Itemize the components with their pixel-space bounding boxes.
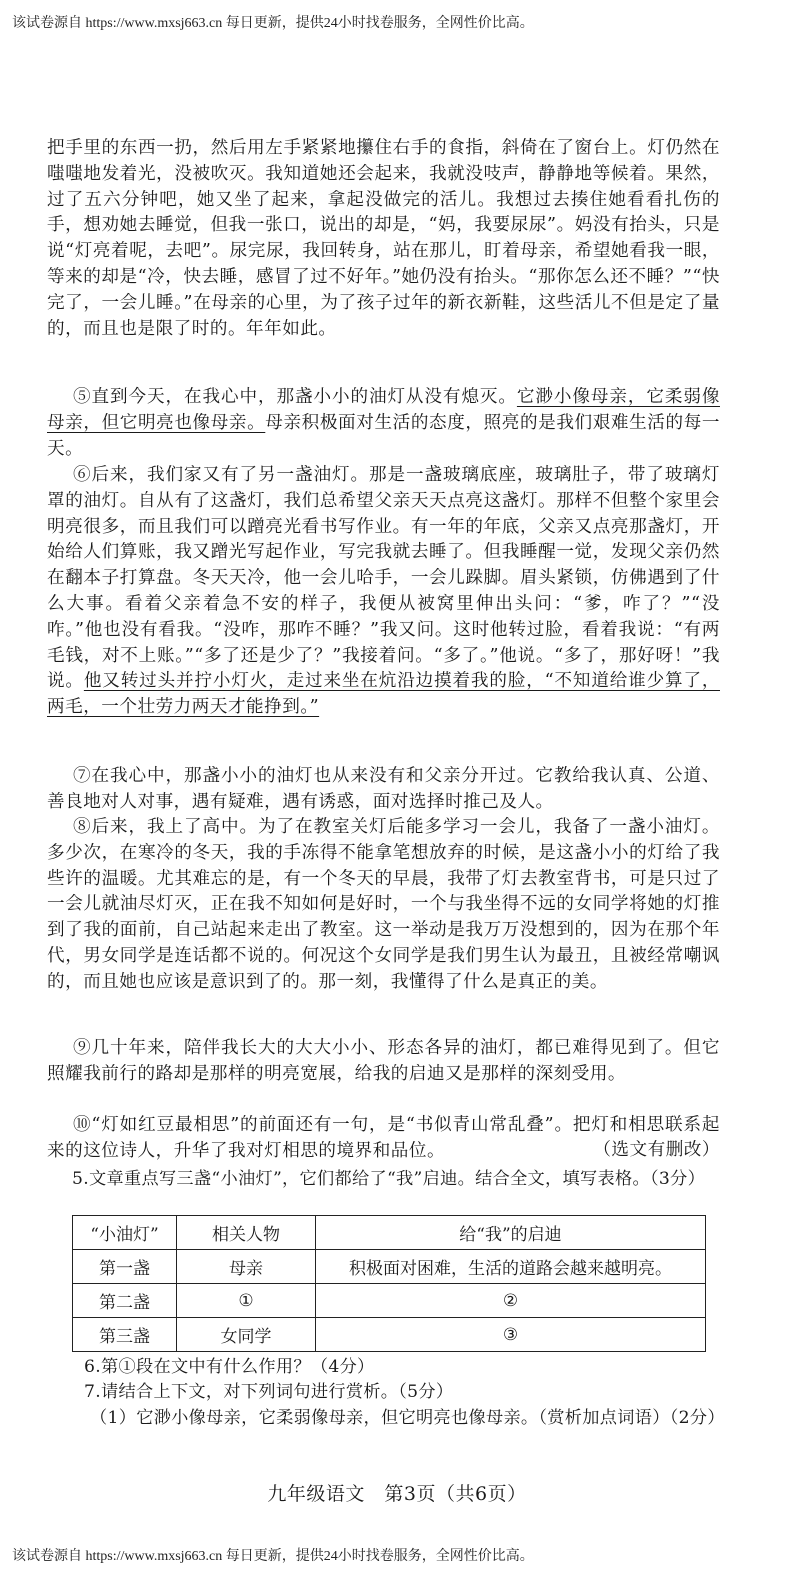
table-row [73, 1284, 706, 1318]
paragraph-5-underlined: 它渺小像母亲，它柔弱像母亲，但它明亮也像母亲。 [47, 387, 720, 433]
table-header-row [73, 1216, 706, 1250]
table-cell: 女同学 [177, 1318, 316, 1352]
table-header-cell: 给“我”的启迪 [316, 1216, 706, 1250]
question-7: 7.请结合上下文，对下列词句进行赏析。（5分） [84, 1382, 454, 1402]
answer-blank[interactable]: ② [316, 1284, 706, 1318]
question-5: 5.文章重点写三盏“小油灯”，它们都给了“我”启迪。结合全文，填写表格。（3分） [72, 1169, 706, 1189]
table-cell: 第二盏 [73, 1284, 177, 1318]
paragraph-6-text: ⑥后来，我们家又有了另一盏油灯。那是一盏玻璃底座，玻璃肚子，带了玻璃灯罩的油灯。自从有了这盏灯，我们总希望父亲天天点亮这盏灯。那样不但整个家里会明亮很多，而且我们可以蹭亮光看书写作业。有一年的年底，父亲又点亮那盏灯，开始给人们算账，我又蹭光写起作业，写完我就去睡了。但我睡醒一觉，发现父亲仍然在翻本子打算盘。冬天天冷，他一会儿哈手，一会儿跺脚。眉头紧锁，仿佛遇到了什么大事。看着父亲着急不安的样子，我便从被窝里伸出头问：“爹，咋了？”“没咋。”他也没有看我。“没咋，那咋不睡？”我又问。这时他转过脸，看着我说：“有两毛钱，对不上账。”“多了还是少了？”我接着问。“多了。”他说。“多了，那好呀！”我说。 [47, 465, 720, 692]
paragraph-6-underlined: 他又转过头并拧小灯火，走过来坐在炕沿边摸着我的脸，“不知道给谁少算了，两毛，一个壮劳力两天才能挣到。” [47, 671, 720, 718]
table-cell: 积极面对困难，生活的道路会越来越明亮。 [316, 1250, 706, 1284]
paragraph-6 [47, 463, 720, 721]
table-header-cell: 相关人物 [177, 1216, 316, 1250]
watermark-top: 该试卷源自 https://www.mxsj663.cn 每日更新，提供24小时找卷服务，全网性价比高。 [12, 16, 534, 31]
paragraph-5-text-b: 母亲积极面对生活的态度，照亮的是我们艰难生活的每一天。 [47, 412, 720, 459]
watermark-bottom: 该试卷源自 https://www.mxsj663.cn 每日更新，提供24小时找卷服务，全网性价比高。 [12, 1549, 534, 1564]
question-7-1: （1）它渺小像母亲，它柔弱像母亲，但它明亮也像母亲。（赏析加点词语）（2分） [90, 1408, 725, 1428]
paragraph-4-continued: 把手里的东西一扔，然后用左手紧紧地攥住右手的食指，斜倚在了窗台上。灯仍然在嗤嗤地发着光，没被吹灭。我知道她还会起来，我就没吱声，静静地等候着。果然，过了五六分钟吧，她又坐了起来，拿起没做完的活儿。我想过去揍住她看看扎伤的手，想劝她去睡觉，但我一张口，说出的却是，“妈，我要尿尿”。妈没有抬头，只是说“灯亮着呢，去吧”。尿完尿，我回转身，站在那儿，盯着母亲，希望她看我一眼，等来的却是“冷，快去睡，感冒了过不好年。”她仍没有抬头。“那你怎么还不睡？”“快完了，一会儿睡。”在母亲的心里，为了孩子过年的新衣新鞋，这些活儿不但是定了量的，而且也是限了时的。年年如此。 [47, 138, 720, 339]
paragraph-5-text-a: ⑤直到今天，在我心中，那盏小小的油灯从没有熄灭。 [73, 387, 517, 407]
question-6: 6.第①段在文中有什么作用？（4分） [84, 1357, 375, 1377]
paragraph-7: ⑦在我心中，那盏小小的油灯也从来没有和父亲分开过。它教给我认真、公道、善良地对人对事，遇有疑难，遇有诱惑，面对选择时推己及人。 [47, 766, 720, 812]
table-row [73, 1318, 706, 1352]
answer-blank[interactable]: ① [177, 1284, 316, 1318]
paragraph-9: ⑨几十年来，陪伴我长大的大大小小、形态各异的油灯，都已难得见到了。但它照耀我前行的路却是那样的明亮宽展，给我的启迪又是那样的深刻受用。 [47, 1038, 720, 1084]
page-footer: 九年级语文 第3页（共6页） [267, 1483, 527, 1505]
table-cell: 第三盏 [73, 1318, 177, 1352]
table-row [73, 1250, 706, 1284]
table-header-cell: “小油灯” [73, 1216, 177, 1250]
table-cell: 第一盏 [73, 1250, 177, 1284]
answer-table [72, 1215, 706, 1352]
source-note: （选文有删改） [593, 1140, 720, 1160]
paragraph-10: ⑩“灯如红豆最相思”的前面还有一句，是“书似青山常乱叠”。把灯和相思联系起来的这位诗人，升华了我对灯相思的境界和品位。 [47, 1115, 720, 1161]
paragraph-5 [47, 385, 720, 462]
answer-blank[interactable]: ③ [316, 1318, 706, 1352]
paragraph-8: ⑧后来，我上了高中。为了在教室关灯后能多学习一会儿，我备了一盏小油灯。多少次，在寒冷的冬天，我的手冻得不能拿笔想放弃的时候，是这盏小小的灯给了我些许的温暖。尤其难忘的是，有一个冬天的早晨，我带了灯去教室背书，可是只过了一会儿就油尽灯灭，正在我不知如何是好时，一个与我坐得不远的女同学将她的灯推到了我的面前，自己站起来走出了教室。这一举动是我万万没想到的，因为在那个年代，男女同学是连话都不说的。何况这个女同学是我们男生认为最丑，且被经常嘲讽的，而且她也应该是意识到了的。那一刻，我懂得了什么是真正的美。 [47, 817, 720, 992]
table-cell: 母亲 [177, 1250, 316, 1284]
